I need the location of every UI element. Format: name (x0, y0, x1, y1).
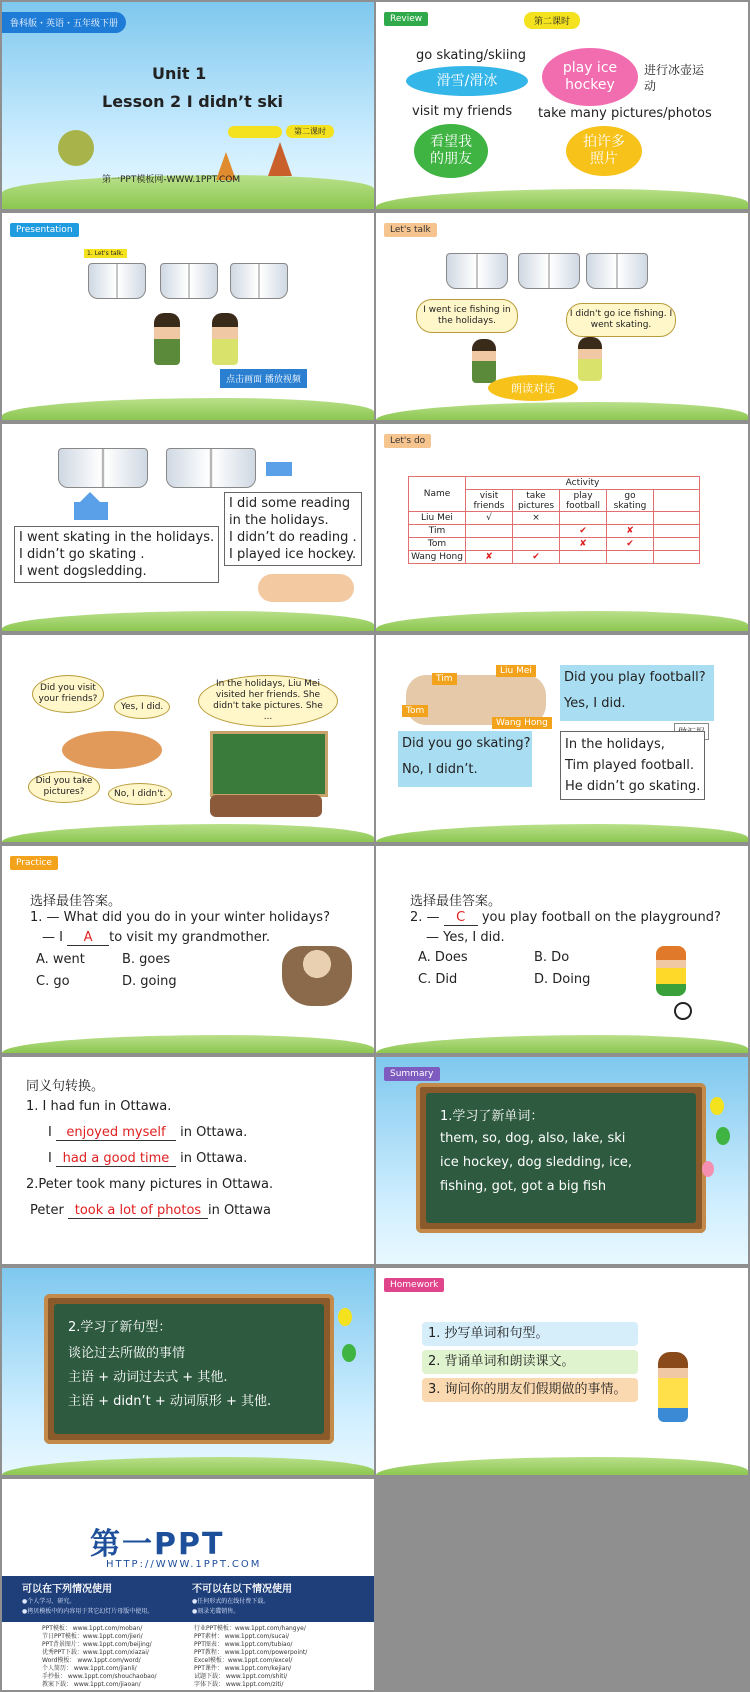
activity-header: Activity (466, 477, 700, 490)
picture-book-2 (160, 263, 218, 299)
summary-line: 主语 + 动词过去式 + 其他. (68, 1370, 228, 1385)
link-item[interactable]: 个人简历： www.1ppt.com/jianli/ (42, 1665, 137, 1672)
boy-figure (472, 339, 496, 383)
link-item[interactable]: PPT模板： www.1ppt.com/moban/ (42, 1625, 143, 1632)
row-name: Tom (409, 538, 466, 551)
mark-cell (607, 512, 654, 525)
slide-5-sentences[interactable] (2, 424, 374, 631)
answer-prefix: — I (42, 930, 68, 945)
kids-table-image (62, 731, 162, 769)
subject-i: I (48, 1125, 52, 1140)
girl-figure (578, 337, 602, 381)
homework-item: 3. 询问你的朋友们假期做的事情。 (422, 1378, 638, 1402)
grass (376, 1035, 748, 1053)
cloud-play-ice-hockey: play ice hockey (542, 48, 638, 106)
col-play-football: play football (560, 490, 607, 512)
summary-line: 主语 + didn’t + 动词原形 + 其他. (68, 1394, 272, 1409)
sentence-tail: in Ottawa. (180, 1125, 248, 1140)
balloon-icon-3 (702, 1161, 714, 1177)
sentence: I went skating in the holidays. (19, 530, 215, 545)
can-use-heading: 可以在下列情况使用 (22, 1584, 112, 1595)
picture-book-2 (518, 253, 580, 289)
col-take-pictures: take pictures (513, 490, 560, 512)
lets-talk-label: 1. Let's talk. (84, 249, 127, 258)
lets-do-tag: Let's do (384, 434, 431, 448)
picture-book-1 (88, 263, 146, 299)
hockey-book (166, 448, 256, 488)
answer-blank[interactable]: A (67, 930, 109, 946)
sentence: I went dogsledding. (19, 564, 147, 579)
practice-tag: Practice (10, 856, 58, 870)
autumn-tree-icon (268, 142, 292, 176)
cannot-use-item: ●任何形式的在线付费下载。 (192, 1598, 270, 1605)
arrow-up-icon-body (74, 502, 108, 520)
girl-figure (212, 313, 238, 365)
unit-title: Unit 1 (152, 64, 207, 83)
chalkboard-surface (54, 1304, 324, 1434)
answer-blank[interactable]: had a good time (56, 1151, 176, 1167)
play-ice-hockey-cn: 进行冰壶运动 (644, 63, 705, 93)
link-item[interactable]: 字体下载： www.1ppt.com/ziti/ (194, 1681, 284, 1688)
slide-9-practice[interactable] (2, 846, 374, 1053)
students-image (210, 795, 322, 817)
question-2 (410, 910, 721, 926)
lesson-badge: 第二课时 (286, 125, 334, 138)
answer-blank[interactable]: enjoyed myself (56, 1125, 176, 1141)
chalkboard-surface (426, 1093, 696, 1223)
instruction: 选择最佳答案。 (30, 894, 122, 909)
mark-cell (513, 525, 560, 538)
answer-blank[interactable]: took a lot of photos (68, 1203, 208, 1219)
link-item[interactable]: 教案下载： www.1ppt.com/jiaoan/ (42, 1681, 141, 1688)
report-box (560, 731, 705, 800)
speech-bubble-1: I went ice fishing in the holidays. (416, 299, 518, 333)
balloon-icon-2 (342, 1344, 356, 1362)
link-item[interactable]: 优秀PPT下载：www.1ppt.com/xiazai/ (42, 1649, 149, 1656)
col-visit-friends: visit friends (466, 490, 513, 512)
slide-1-title[interactable] (2, 2, 374, 209)
slide-6-lets-do[interactable] (376, 424, 748, 631)
grass (376, 611, 748, 631)
mark-cell (560, 551, 607, 564)
grass (2, 824, 374, 842)
reading-sentences-box (224, 492, 362, 566)
slide-7-dialogue[interactable] (2, 635, 374, 842)
col-empty (654, 490, 700, 512)
link-item[interactable]: 行业PPT模板：www.1ppt.com/hangye/ (194, 1625, 306, 1632)
arrow-left-icon (266, 462, 292, 476)
mark-cell: ✘ (466, 551, 513, 564)
row-name: Liu Mei (409, 512, 466, 525)
label-tim: Tim (432, 673, 457, 685)
phrase-visit-friends: visit my friends (412, 104, 513, 119)
report-line: Tim played football. (565, 758, 695, 773)
report-line: He didn’t go skating. (565, 779, 701, 794)
can-use-item: ●拷贝模板中的内容用于其它幻灯片母版中使用。 (22, 1608, 154, 1615)
summary-tag: Summary (384, 1067, 440, 1081)
picture-book-1 (446, 253, 508, 289)
slide-12-summary[interactable] (376, 1057, 748, 1264)
cloud-go-skating-cn: 滑雪/滑冰 (406, 66, 528, 96)
mark-cell (513, 538, 560, 551)
link-item[interactable]: 节日PPT模板：www.1ppt.com/jieri/ (42, 1633, 143, 1640)
instruction: 选择最佳答案。 (410, 894, 502, 909)
rewrite-2 (48, 1151, 247, 1167)
slide-4-lets-talk[interactable] (376, 213, 748, 420)
reply: — Yes, I did. (426, 930, 505, 945)
question-suffix: you play football on the playground? (481, 910, 721, 925)
table-row (409, 512, 700, 525)
link-item[interactable]: PPT图表： www.1ppt.com/tubiao/ (194, 1641, 293, 1648)
skating-qa-box (398, 731, 532, 787)
grass (376, 189, 748, 209)
link-item[interactable]: PPT课件： www.1ppt.com/kejian/ (194, 1665, 292, 1672)
question-prefix: 2. — (410, 910, 440, 925)
phrase-take-pictures: take many pictures/photos (538, 106, 712, 121)
tree-icon (58, 130, 94, 166)
empty-cell (654, 538, 700, 551)
balloon-icon (710, 1097, 724, 1115)
homework-item: 2. 背诵单词和朗读课文。 (422, 1350, 638, 1374)
report-line: In the holidays, (565, 737, 665, 752)
can-use-item: ●个人学习、研究。 (22, 1598, 76, 1605)
rewrite-3 (30, 1203, 271, 1219)
option-b[interactable]: B. Do (534, 950, 570, 965)
boy-figure (154, 313, 180, 365)
summary-line: 谈论过去所做的事情 (68, 1346, 186, 1361)
reading-children-image (258, 574, 354, 602)
option-c[interactable]: C. Did (418, 972, 458, 987)
link-item[interactable]: PPT教程： www.1ppt.com/powerpoint/ (194, 1649, 308, 1656)
phrase-go-skating: go skating/skiing (416, 48, 526, 63)
link-item[interactable]: Word模板： www.1ppt.com/word/ (42, 1657, 141, 1664)
empty-cell (654, 551, 700, 564)
label-liu-mei: Liu Mei (496, 665, 536, 677)
mark-cell (607, 551, 654, 564)
skating-sentences-box (14, 526, 219, 583)
row-name: Tim (409, 525, 466, 538)
question-1: 1. — What did you do in your winter holidays? (30, 910, 330, 925)
option-d[interactable]: D. Doing (534, 972, 591, 987)
read-dialogue-button[interactable]: 朗读对话 (488, 375, 578, 401)
logo-url[interactable]: HTTP://WWW.1PPT.COM (106, 1559, 262, 1570)
question-football: Did you play football? (564, 670, 706, 685)
mark-cell: ✔ (513, 551, 560, 564)
arrow-up-icon (80, 492, 100, 502)
skiing-book (58, 448, 148, 488)
question-skating: Did you go skating? (402, 736, 531, 751)
mark-cell: ✘ (607, 525, 654, 538)
grass (2, 611, 374, 631)
option-a[interactable]: A. went (36, 952, 85, 967)
answer-blank[interactable]: C (444, 910, 478, 926)
picture-book-3 (230, 263, 288, 299)
question-1-line-2 (42, 930, 270, 946)
speech-bubble-2: I didn't go ice fishing. I went skating. (566, 303, 676, 337)
chalkboard (44, 1294, 334, 1444)
empty-cell (654, 525, 700, 538)
sentence-1: 1. I had fun in Ottawa. (26, 1099, 172, 1114)
summary-line: them, so, dog, also, lake, ski (440, 1131, 626, 1146)
label-wang-hong: Wang Hong (492, 717, 552, 729)
sentence: in the holidays. (229, 513, 329, 528)
slide-15-credits[interactable] (2, 1479, 374, 1690)
col-go-skating: go skating (607, 490, 654, 512)
slide-14-homework[interactable] (376, 1268, 748, 1475)
grass (2, 1035, 374, 1053)
bubble-yes: Yes, I did. (114, 695, 170, 719)
option-d[interactable]: D. going (122, 974, 177, 989)
option-a[interactable]: A. Does (418, 950, 468, 965)
review-tag: Review (384, 12, 428, 26)
mark-cell: ✔ (607, 538, 654, 551)
link-item[interactable]: PPT背景图片：www.1ppt.com/beijing/ (42, 1641, 152, 1648)
grass (2, 1457, 374, 1475)
cannot-use-heading: 不可以在以下情况使用 (192, 1584, 292, 1595)
subject-peter: Peter (30, 1203, 64, 1218)
lesson-badge: 第二课时 (524, 12, 580, 29)
grandmother-image (282, 946, 352, 1006)
link-item[interactable]: 手抄报： www.1ppt.com/shouchaobao/ (42, 1673, 157, 1680)
homework-item: 1. 抄写单词和句型。 (422, 1322, 638, 1346)
cannot-use-item: ●刻录光碟销售。 (192, 1608, 240, 1615)
bubble-report: In the holidays, Liu Mei visited her friends. She didn't take pictures. She ... (198, 675, 338, 727)
sentence-tail: in Ottawa (207, 1203, 271, 1218)
slide-11-rewrite[interactable] (2, 1057, 374, 1264)
option-c[interactable]: C. go (36, 974, 70, 989)
bubble-no: No, I didn't. (108, 783, 172, 805)
homework-tag: Homework (384, 1278, 444, 1292)
sentence: I did some reading (229, 496, 351, 511)
slide-2-review[interactable] (376, 2, 748, 209)
mark-cell: ✘ (560, 538, 607, 551)
football-boy-image (656, 946, 686, 996)
yellow-bar (228, 126, 282, 138)
sentence-tail: in Ottawa. (180, 1151, 248, 1166)
grass (376, 1457, 748, 1475)
links-right (194, 1625, 307, 1689)
balloon-icon-2 (716, 1127, 730, 1145)
summary-heading: 1.学习了新单词： (440, 1109, 544, 1124)
subject-i: I (48, 1151, 52, 1166)
summary-line: ice hockey, dog sledding, ice, (440, 1155, 632, 1170)
link-item[interactable]: Excel模板：www.1ppt.com/excel/ (194, 1657, 293, 1664)
bubble-visit-friends: Did you visit your friends? (32, 675, 104, 713)
label-tom: Tom (402, 705, 428, 717)
rewrite-1 (48, 1125, 247, 1141)
lesson-title: Lesson 2 I didn’t ski (102, 92, 283, 111)
mark-cell: ✔ (560, 525, 607, 538)
bubble-take-pictures: Did you take pictures? (28, 771, 100, 803)
answer-no: No, I didn’t. (402, 762, 478, 777)
summary-line: fishing, got, got a big fish (440, 1179, 607, 1194)
lets-talk-tag: Let's talk (384, 223, 437, 237)
mark-cell: × (513, 512, 560, 525)
grass (376, 824, 748, 842)
mark-cell: √ (466, 512, 513, 525)
watermark-text: 第一PPT模板网-WWW.1PPT.COM (102, 175, 241, 185)
usage-banner (2, 1576, 374, 1622)
table-row (409, 538, 700, 551)
grass (376, 402, 748, 420)
classroom-board-image (210, 731, 328, 797)
slide-3-presentation[interactable] (2, 213, 374, 420)
answer-yes: Yes, I did. (564, 696, 626, 711)
option-b[interactable]: B. goes (122, 952, 171, 967)
mark-cell (560, 512, 607, 525)
link-item[interactable]: PPT素材： www.1ppt.com/sucai/ (194, 1633, 290, 1640)
balloon-icon (338, 1308, 352, 1326)
link-item[interactable]: 试题下载： www.1ppt.com/shiti/ (194, 1673, 288, 1680)
row-name: Wang Hong (409, 551, 466, 564)
answer-suffix: to visit my grandmother. (109, 930, 270, 945)
table-row (409, 525, 700, 538)
football-qa-box (560, 665, 714, 721)
empty-cell (654, 512, 700, 525)
cloud-visit-friends-cn: 看望我的朋友 (414, 124, 488, 178)
slide-8-survey[interactable] (376, 635, 748, 842)
slide-13-summary-2[interactable] (2, 1268, 374, 1475)
football-icon (674, 1002, 692, 1020)
picture-book-3 (586, 253, 648, 289)
name-header: Name (409, 477, 466, 512)
cloud-take-pictures-cn: 拍许多照片 (566, 126, 642, 176)
girl-image (658, 1352, 688, 1422)
slide-10-practice[interactable] (376, 846, 748, 1053)
publisher-badge: 鲁科版・英语・五年级下册 (2, 12, 126, 33)
grass (2, 398, 374, 420)
play-video-button[interactable]: 点击画面 播放视频 (220, 369, 307, 388)
sentence: I didn’t do reading . (229, 530, 357, 545)
instruction: 同义句转换。 (26, 1079, 105, 1094)
presentation-tag: Presentation (10, 223, 79, 237)
links-left (42, 1625, 157, 1689)
mark-cell (466, 538, 513, 551)
sentence: I didn’t go skating . (19, 547, 145, 562)
summary-heading: 2.学习了新句型： (68, 1320, 172, 1335)
mark-cell (466, 525, 513, 538)
sentence-2: 2.Peter took many pictures in Ottawa. (26, 1177, 274, 1192)
activity-table (408, 476, 700, 564)
logo-text: 第一PPT (90, 1527, 225, 1562)
table-row (409, 551, 700, 564)
sentence: I played ice hockey. (229, 547, 357, 562)
chalkboard (416, 1083, 706, 1233)
